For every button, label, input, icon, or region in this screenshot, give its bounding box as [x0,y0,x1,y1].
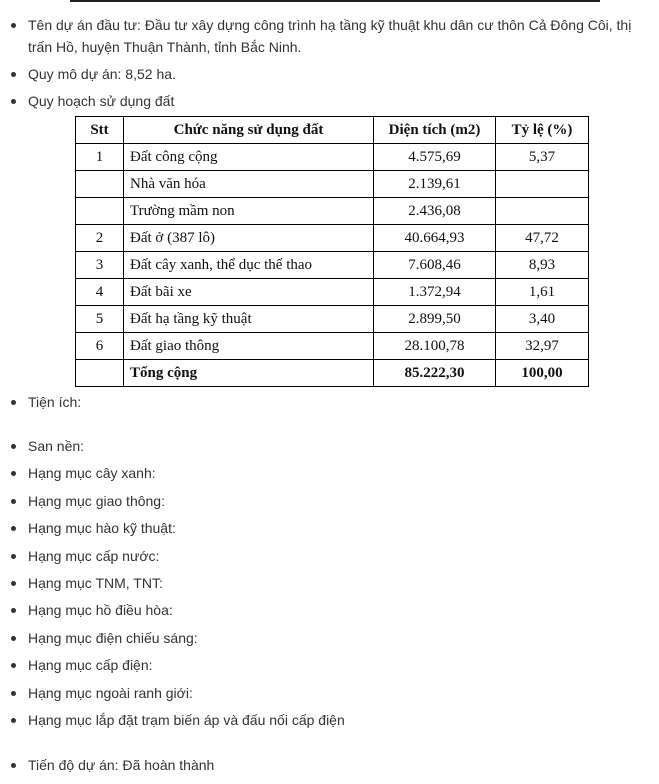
land-use-table [75,116,589,387]
list-item-project-name [10,14,639,58]
cell-function: Nhà văn hóa [124,171,374,198]
cell-ratio: 47,72 [496,225,589,252]
cell-function: Đất hạ tầng kỹ thuật [124,306,374,333]
table-row [76,252,589,279]
cell-stt: 1 [76,144,124,171]
header-stt: Stt [76,117,124,144]
header-ratio: Tỷ lệ (%) [496,117,589,144]
bullet-icon [11,526,16,531]
progress-text: Tiến độ dự án: Đã hoàn thành [28,757,215,773]
table-header-row [76,117,589,144]
total-ratio: 100,00 [496,360,589,387]
cell-stt: 6 [76,333,124,360]
cell-function: Trường mầm non [124,198,374,225]
list-item [10,490,639,512]
cell-function: Đất công cộng [124,144,374,171]
cell-area: 2.436,08 [374,198,496,225]
table-row [76,198,589,225]
cell-stt: 3 [76,252,124,279]
cell-area: 4.575,69 [374,144,496,171]
cell-stt: 5 [76,306,124,333]
cell-function: Đất cây xanh, thể dục thể thao [124,252,374,279]
list-item [10,435,639,457]
cell-ratio: 8,93 [496,252,589,279]
scale-text: Quy mô dự án: 8,52 ha. [28,66,176,82]
bullet-icon [11,444,16,449]
table-total-row [76,360,589,387]
work-item-text: Hạng mục hào kỹ thuật: [28,520,176,536]
bullet-icon [11,718,16,723]
cell-ratio: 5,37 [496,144,589,171]
bullet-icon [11,99,16,104]
cell-area: 28.100,78 [374,333,496,360]
header-function: Chức năng sử dụng đất [124,117,374,144]
project-name-text: Tên dự án đầu tư: Đầu tư xây dựng công trình hạ tầng kỹ thuật khu dân cư thôn Cả Đông Côi, thị trấn Hồ, huyện Thuận Thành, tỉnh Bắc Ninh. [28,17,632,55]
bullet-icon [11,663,16,668]
list-item [10,517,639,539]
work-item-text: Hạng mục TNM, TNT: [28,575,163,591]
work-item-text: Hạng mục giao thông: [28,493,165,509]
list-item [10,682,639,704]
table-row [76,279,589,306]
work-item-text: Hạng mục điện chiếu sáng: [28,630,198,646]
list-item [10,654,639,676]
table-row [76,171,589,198]
cell-area: 40.664,93 [374,225,496,252]
cell-ratio [496,171,589,198]
bullet-icon [11,691,16,696]
cell-area: 7.608,46 [374,252,496,279]
list-item [10,627,639,649]
cell-function: Đất giao thông [124,333,374,360]
bullet-icon [11,608,16,613]
cell-stt [76,198,124,225]
bullet-icon [11,400,16,405]
cell-area: 2.899,50 [374,306,496,333]
work-item-text: Hạng mục hồ điều hòa: [28,602,173,618]
total-area: 85.222,30 [374,360,496,387]
work-item-text: Hạng mục cây xanh: [28,465,156,481]
table-row [76,144,589,171]
list-item [10,545,639,567]
amenities-label: Tiện ích: [28,394,82,410]
bullet-icon [11,471,16,476]
list-item-progress [10,754,639,776]
bullet-icon [11,636,16,641]
cell-stt [76,360,124,387]
table-row [76,306,589,333]
list-item-land-use [10,90,639,112]
bullet-icon [11,72,16,77]
total-label: Tổng cộng [124,360,374,387]
bullet-icon [11,499,16,504]
cell-ratio: 3,40 [496,306,589,333]
cell-area: 1.372,94 [374,279,496,306]
cell-ratio: 32,97 [496,333,589,360]
cell-area: 2.139,61 [374,171,496,198]
table-row [76,333,589,360]
cell-function: Đất bãi xe [124,279,374,306]
table-row [76,225,589,252]
cell-ratio [496,198,589,225]
list-item [10,572,639,594]
cell-stt: 2 [76,225,124,252]
work-item-text: Hạng mục cấp điện: [28,657,153,673]
list-item [10,599,639,621]
cell-ratio: 1,61 [496,279,589,306]
cell-stt [76,171,124,198]
bullet-icon [11,554,16,559]
bullet-icon [11,581,16,586]
cell-function: Đất ở (387 lô) [124,225,374,252]
bullet-icon [11,763,16,768]
work-item-text: Hạng mục ngoài ranh giới: [28,685,193,701]
list-item [10,709,639,731]
header-area: Diện tích (m2) [374,117,496,144]
bullet-icon [11,23,16,28]
work-item-text: Hạng mục cấp nước: [28,548,160,564]
list-item-scale [10,63,639,85]
top-divider [70,0,600,2]
work-item-text: Hạng mục lắp đặt trạm biến áp và đấu nối cấp điện [28,712,345,728]
land-use-heading: Quy hoạch sử dụng đất [28,93,175,109]
list-item-amenities [10,391,639,413]
cell-stt: 4 [76,279,124,306]
list-item [10,462,639,484]
work-item-text: San nền: [28,438,85,454]
